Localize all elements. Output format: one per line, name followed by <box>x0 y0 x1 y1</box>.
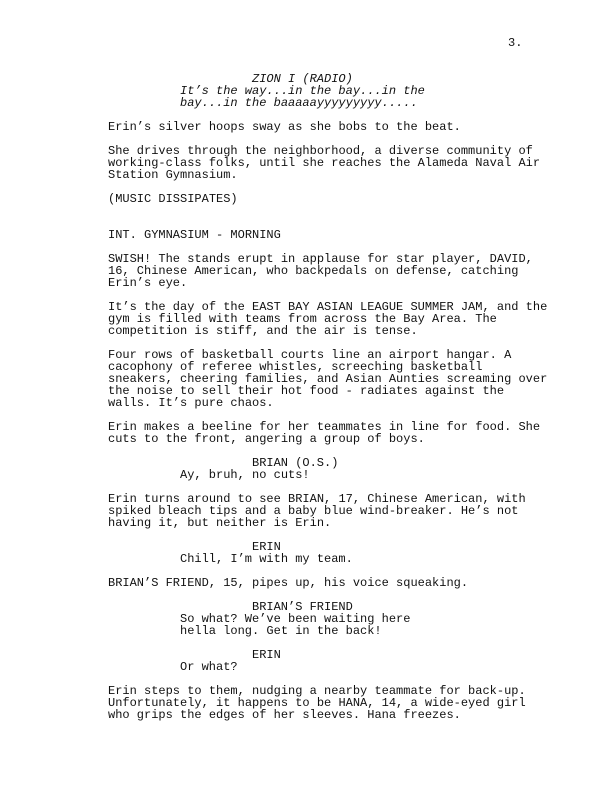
action-line: Four rows of basketball courts line an airport hangar. A <box>108 348 512 362</box>
action-line: working-class folks, until she reaches the Alameda Naval Air <box>108 156 541 170</box>
scene-heading: INT. GYMNASIUM - MORNING <box>108 228 281 242</box>
action-line: Erin steps to them, nudging a nearby teammate for back-up. <box>108 684 526 698</box>
action-line: competition is stiff, and the air is tense. <box>108 324 418 338</box>
dialogue-line: It’s the way...in the bay...in the <box>180 84 425 98</box>
dialogue-line: bay...in the baaaaayyyyyyyyy..... <box>180 96 418 110</box>
action-line: walls. It’s pure chaos. <box>108 396 274 410</box>
dialogue-line: Or what? <box>180 660 238 674</box>
character-cue: ERIN <box>252 540 281 554</box>
dialogue-line: Ay, bruh, no cuts! <box>180 468 310 482</box>
action-line: cuts to the front, angering a group of boys. <box>108 432 425 446</box>
action-line: cacophony of referee whistles, screeching basketball <box>108 360 483 374</box>
action-line: Station Gymnasium. <box>108 168 238 182</box>
action-line: having it, but neither is Erin. <box>108 516 332 530</box>
action-line: who grips the edges of her sleeves. Hana freezes. <box>108 708 461 722</box>
action-line: Erin turns around to see BRIAN, 17, Chinese American, with <box>108 492 526 506</box>
action-line: spiked bleach tips and a baby blue wind-breaker. He’s not <box>108 504 519 518</box>
action-line: Erin’s eye. <box>108 276 188 290</box>
character-cue: BRIAN’S FRIEND <box>252 600 353 614</box>
action-line: gym is filled with teams from across the Bay Area. The <box>108 312 497 326</box>
action-line: Erin makes a beeline for her teammates in line for food. She <box>108 420 541 434</box>
action-line: 16, Chinese American, who backpedals on defense, catching <box>108 264 519 278</box>
action-line: She drives through the neighborhood, a diverse community of <box>108 144 533 158</box>
action-line: BRIAN’S FRIEND, 15, pipes up, his voice squeaking. <box>108 576 469 590</box>
action-line: Erin’s silver hoops sway as she bobs to the beat. <box>108 120 461 134</box>
dialogue-line: hella long. Get in the back! <box>180 624 382 638</box>
character-cue: ERIN <box>252 648 281 662</box>
dialogue-line: Chill, I’m with my team. <box>180 552 353 566</box>
action-line: sneakers, cheering families, and Asian Aunties screaming over <box>108 372 548 386</box>
action-line: the noise to sell their hot food - radiates against the <box>108 384 505 398</box>
dialogue-line: So what? We’ve been waiting here <box>180 612 411 626</box>
character-cue: BRIAN (O.S.) <box>252 456 339 470</box>
action-line: (MUSIC DISSIPATES) <box>108 192 238 206</box>
action-line: Unfortunately, it happens to be HANA, 14, a wide-eyed girl <box>108 696 526 710</box>
action-line: It’s the day of the EAST BAY ASIAN LEAGUE SUMMER JAM, and the <box>108 300 548 314</box>
character-cue: ZION I (RADIO) <box>252 72 353 86</box>
action-line: SWISH! The stands erupt in applause for star player, DAVID, <box>108 252 533 266</box>
page-number: 3. <box>508 36 523 50</box>
